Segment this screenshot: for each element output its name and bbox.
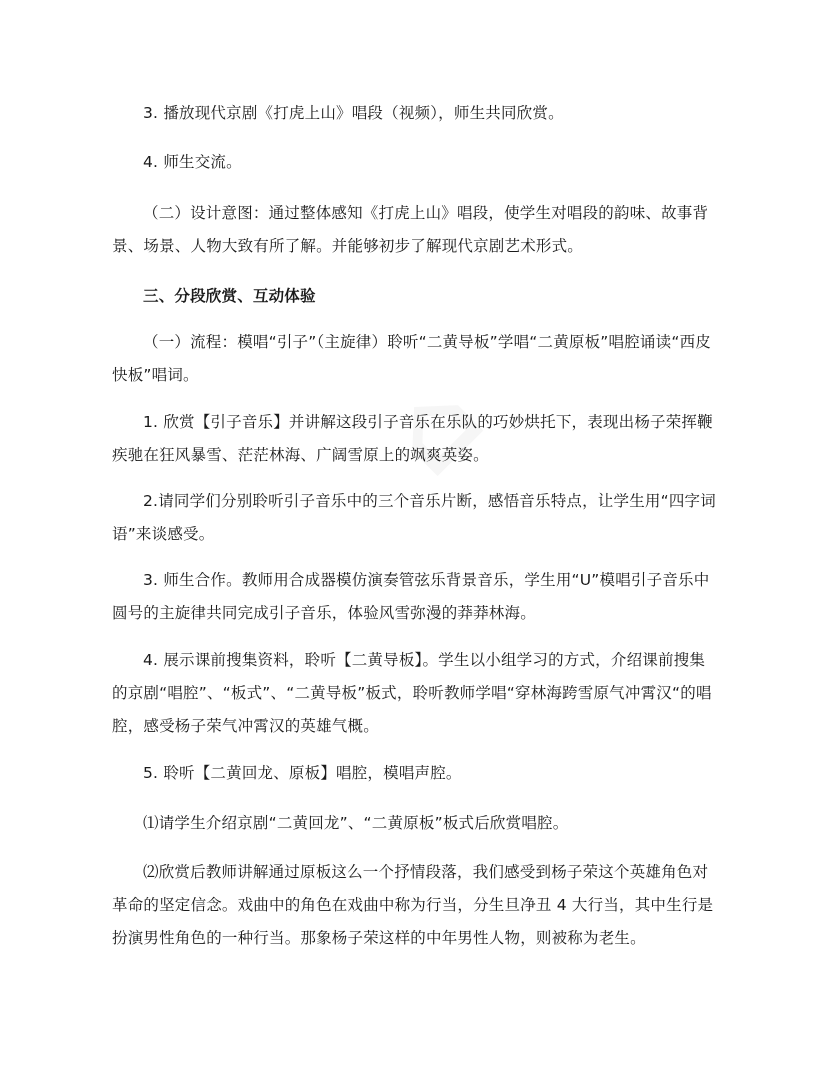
- section-heading-3: 三、分段欣赏、互动体验: [143, 287, 316, 305]
- paragraph-item-5: 5. 聆听【二黄回龙、原板】唱腔，模唱声腔。: [143, 764, 462, 782]
- paragraph-subitem-1: ⑴请学生介绍京剧“二黄回龙”、“二黄原板”板式后欣赏唱腔。: [143, 814, 569, 832]
- paragraph-flow: （一）流程：模唱“引子”（主旋律）聆听“二黄导板”学唱“二黄原板”唱腔诵读“西皮快板”唱词。: [112, 333, 711, 384]
- paragraph-subitem-2: ⑵欣赏后教师讲解通过原板这么一个抒情段落，我们感受到杨子荣这个英雄角色对革命的坚定信念。戏曲中的角色在戏曲中称为行当，分生旦净丑 4 大行当，其中生行是扮演男性角色的一种行当。那象杨子荣这样的中年男性人物，则被称为老生。: [112, 863, 714, 947]
- paragraph-design-intent: （二）设计意图：通过整体感知《打虎上山》唱段，使学生对唱段的韵味、故事背景、场景、人物大致有所了解。并能够初步了解现代京剧艺术形式。: [112, 204, 709, 255]
- paragraph-item-4: 4. 展示课前搜集资料，聆听【二黄导板】。学生以小组学习的方式，介绍课前搜集的京剧“唱腔”、“板式”、“二黄导板”板式，聆听教师学唱“穿林海跨雪原气冲霄汉“的唱腔，感受杨子荣气冲霄汉的英雄气概。: [112, 651, 712, 735]
- paragraph-item-2: 2.请同学们分别聆听引子音乐中的三个音乐片断，感悟音乐特点，让学生用“四字词语”来谈感受。: [112, 492, 716, 543]
- paragraph-item-3: 3. 师生合作。教师用合成器模仿演奏管弦乐背景音乐，学生用“U”模唱引子音乐中圆号的主旋律共同完成引子音乐，体验风雪弥漫的莽莽林海。: [112, 571, 710, 622]
- paragraph-step-4: 4. 师生交流。: [143, 153, 242, 171]
- paragraph-item-1: 1. 欣赏【引子音乐】并讲解这段引子音乐在乐队的巧妙烘托下，表现出杨子荣挥鞭疾驰在狂风暴雪、茫茫林海、广阔雪原上的飒爽英姿。: [112, 413, 713, 464]
- paragraph-step-3: 3. 播放现代京剧《打虎上山》唱段（视频），师生共同欣赏。: [143, 104, 564, 122]
